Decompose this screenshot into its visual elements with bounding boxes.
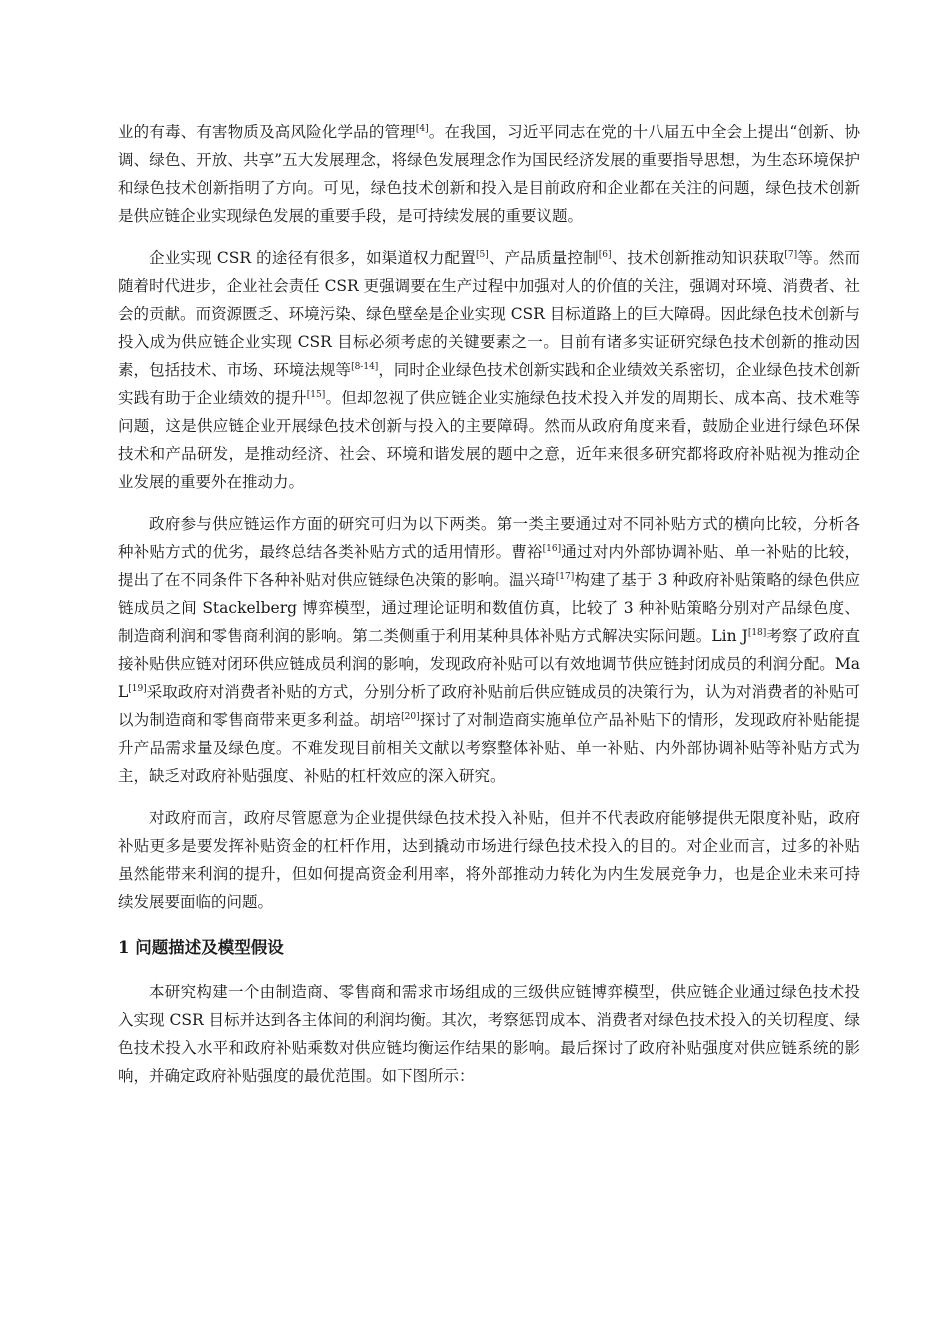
paragraph-text: ，同时企业绿色技术创新实践和企业绩效关系密切，企业绿色技术创新实践有助于企业绩效的提升 [118, 361, 860, 407]
citation-ref[interactable]: [20] [401, 712, 420, 722]
citation-ref[interactable]: [19] [128, 684, 147, 694]
section-heading: 1 问题描述及模型假设 [118, 938, 284, 957]
paragraph [118, 510, 860, 790]
paragraph-text: 考察了政府直接补贴供应链对闭环供应链成员利润的影响，发现政府补贴可以有效地调节供应链封闭成员的利润分配。Ma L [118, 627, 860, 701]
citation-ref[interactable]: [18] [747, 628, 767, 638]
paragraph-text: 通过对内外部协调补贴、单一补贴的比较，提出了在不同条件下各种补贴对供应链绿色决策的影响。温兴琦 [118, 543, 860, 589]
citation-ref[interactable]: [17] [555, 572, 575, 582]
paragraph-text: 政府参与供应链运作方面的研究可归为以下两类。第一类主要通过对不同补贴方式的横向比较，分析各种补贴方式的优劣，最终总结各类补贴方式的适用情形。曹裕 [118, 515, 860, 561]
body-paragraphs [118, 118, 860, 916]
paragraph-text: 构建了基于 3 种政府补贴策略的绿色供应链成员之间 Stackelberg 博弈模型，通过理论证明和数值仿真，比较了 3 种补贴策略分别对产品绿色度、制造商利润和零售商利润的影响。第二类侧重于利用某种具体补贴方式解决实际问题。Lin J [118, 571, 860, 645]
citation-ref[interactable]: [15] [306, 390, 326, 400]
paragraph-text: 等。然而随着时代进步，企业社会责任 CSR 更强调要在生产过程中加强对人的价值的关注，强调对环境、消费者、社会的贡献。而资源匮乏、环境污染、绿色壁垒是企业实现 CSR 目标道路上的巨大障碍。因此绿色技术创新与投入成为供应链企业实现 CSR 目标必须考虑的关键要素之一。目前有诸多实证研究绿色技术创新的推动因素，包括技术、市场、环境法规等 [118, 249, 860, 379]
paragraph-text: 。在我国，习近平同志在党的十八届五中全会上提出“创新、协调、绿色、开放、共享”五大发展理念，将绿色发展理念作为国民经济发展的重要指导思想，为生态环境保护和绿色技术创新指明了方向。可见，绿色技术创新和投入是目前政府和企业都在关注的问题，绿色技术创新是供应链企业实现绿色发展的重要手段，是可持续发展的重要议题。 [118, 123, 860, 225]
citation-ref[interactable]: [7] [784, 250, 798, 260]
paragraph-text: 、产品质量控制 [488, 249, 599, 267]
paragraph-text: 、技术创新推动知识获取 [611, 249, 785, 267]
paragraph-text: 对政府而言，政府尽管愿意为企业提供绿色技术投入补贴，但并不代表政府能够提供无限度补贴，政府补贴更多是要发挥补贴资金的杠杆作用，达到撬动市场进行绿色技术投入的目的。对企业而言，过多的补贴虽然能带来利润的提升，但如何提高资金利用率，将外部推动力转化为内生发展竞争力，也是企业未来可持续发展要面临的问题。 [118, 809, 860, 911]
paragraph-text: 业的有毒、有害物质及高风险化学品的管理 [118, 123, 416, 141]
section-paragraph: 本研究构建一个由制造商、零售商和需求市场组成的三级供应链博弈模型，供应链企业通过绿色技术投入实现 CSR 目标并达到各主体间的利润均衡。其次，考察惩罚成本、消费者对绿色技术投入的关切程度、绿色技术投入水平和政府补贴乘数对供应链均衡运作结果的影响。最后探讨了政府补贴强度对供应链系统的影响，并确定政府补贴强度的最优范围。如下图所示： [118, 983, 860, 1085]
paragraph-text: 企业实现 CSR 的途径有很多，如渠道权力配置 [149, 249, 476, 267]
citation-ref[interactable]: [8-14] [351, 362, 379, 372]
citation-ref[interactable]: [6] [598, 250, 612, 260]
citation-ref[interactable]: [16] [542, 544, 562, 554]
paragraph-text: 采取政府对消费者补贴的方式，分别分析了政府补贴前后供应链成员的决策行为，认为对消费者的补贴可以为制造商和零售商带来更多利益。胡培 [118, 683, 860, 729]
paragraph-text: 。但却忽视了供应链企业实施绿色技术投入并发的周期长、成本高、技术难等问题，这是供应链企业开展绿色技术创新与投入的主要障碍。然而从政府角度来看，鼓励企业进行绿色环保技术和产品研发，是推动经济、社会、环境和谐发展的题中之意，近年来很多研究都将政府补贴视为推动企业发展的重要外在推动力。 [118, 389, 860, 491]
paragraph-text: 探讨了对制造商实施单位产品补贴下的情形，发现政府补贴能提升产品需求量及绿色度。不难发现目前相关文献以考察整体补贴、单一补贴、内外部协调补贴等补贴方式为主，缺乏对政府补贴强度、补贴的杠杆效应的深入研究。 [118, 711, 860, 785]
document-page [118, 118, 860, 1104]
citation-ref[interactable]: [4] [415, 124, 429, 134]
paragraph [118, 804, 860, 916]
paragraph [118, 118, 860, 230]
citation-ref[interactable]: [5] [475, 250, 489, 260]
paragraph [118, 244, 860, 496]
